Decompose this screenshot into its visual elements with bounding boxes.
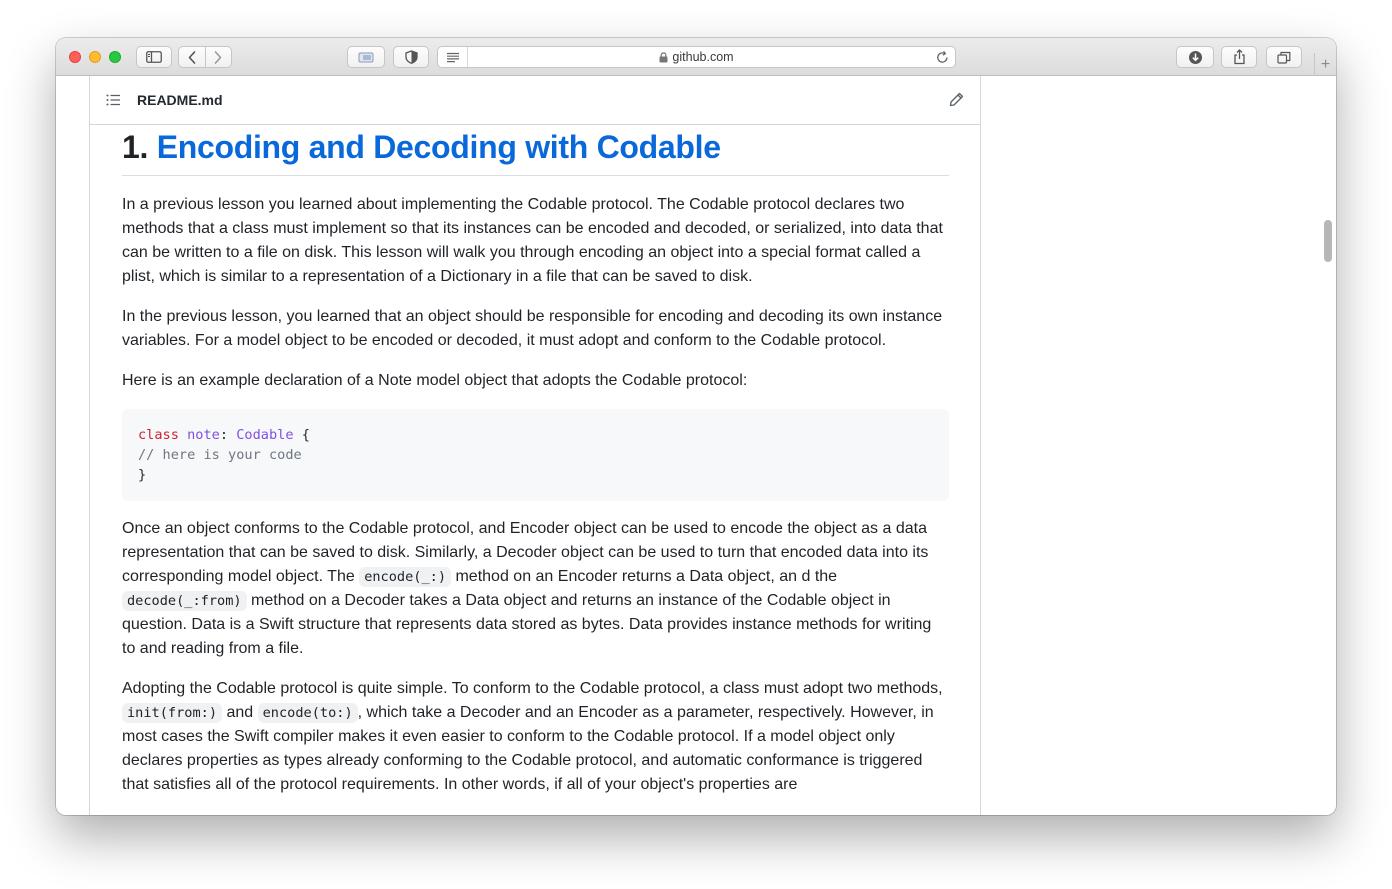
reader-button[interactable] [438, 47, 468, 67]
readme-header [90, 76, 980, 125]
tab-overview-button[interactable] [347, 46, 385, 68]
paragraph-example-intro: Here is an example declaration of a Note model object that adopts the Codable protocol: [122, 372, 748, 389]
url-text: github.com [672, 50, 734, 64]
code-colon: : [219, 427, 237, 443]
browser-toolbar [56, 38, 1336, 76]
shield-icon [405, 50, 418, 64]
plus-icon: + [1320, 55, 1331, 73]
download-icon [1188, 50, 1203, 65]
share-button[interactable] [1221, 46, 1257, 68]
readme-filename: README.md [137, 92, 223, 108]
paragraph-adopting [122, 677, 949, 797]
code-close-brace: } [138, 467, 147, 483]
text-run: Once an object conforms to the Codable protocol, and Encoder object can be used to encode the object as a data representation that can be saved to disk. Similarly, a Decoder object can be used to turn that encoded data into its corresponding model object. The [122, 520, 929, 585]
reader-icon [446, 52, 460, 63]
privacy-report-button[interactable] [393, 46, 429, 68]
chevron-right-icon [214, 51, 222, 64]
code-comment: // here is your code [138, 447, 302, 463]
back-button[interactable] [179, 47, 205, 67]
text-run: method on an Encoder returns a Data object, an d the [451, 568, 838, 585]
edit-file-button[interactable] [949, 92, 964, 112]
readme-body [122, 127, 949, 797]
sidebar-icon [146, 51, 162, 63]
tabs-icon [1277, 51, 1291, 64]
minimize-window-button[interactable] [89, 51, 101, 63]
inline-code-encode-to: encode(to:) [258, 703, 358, 723]
show-tabs-button[interactable] [1266, 46, 1302, 68]
reload-button[interactable] [936, 50, 949, 69]
code-protocol: Codable [236, 427, 294, 443]
paragraph-responsibility: In the previous lesson, you learned that an object should be responsible for encoding and decoding its own instance variables. For a model object to be encoded or decoded, it must adopt and conform to the Codable protocol. [122, 308, 943, 349]
navigation-buttons [178, 46, 232, 68]
paragraph-encoder [122, 517, 949, 661]
forward-button[interactable] [205, 47, 232, 67]
heading-number: 1. [122, 129, 149, 165]
lock-icon [659, 52, 668, 63]
address-text-wrap [438, 47, 955, 67]
text-run: , which take a Decoder and an Encoder as a parameter, respectively. However, in most cases the Swift compiler makes it even easier to conform to the Codable protocol. If a model object only declares properties as types already conforming to the Codable protocol, and automatic conformance is triggered that satisfies all of the protocol requirements. In other words, if all of your object's properties are [122, 704, 934, 793]
inline-code-init-from: init(from:) [122, 703, 222, 723]
page-viewport [56, 76, 1336, 815]
text-run: method on a Decoder takes a Data object and returns an instance of the Codable object in question. Data is a Swift structure that represents data stored as bytes. Data provides instance methods for writing to and reading from a file. [122, 592, 932, 657]
inline-code-decode: decode(_:from) [122, 591, 247, 611]
share-icon [1233, 49, 1246, 65]
close-window-button[interactable] [69, 51, 81, 63]
code-keyword: class [138, 427, 179, 443]
code-open-brace: { [293, 427, 310, 443]
paragraph-intro: In a previous lesson you learned about implementing the Codable protocol. The Codable protocol declares two methods that a class must implement so that its instances can be encoded and decoded, or serialized, into data that can be written to a file on disk. This lesson will walk you through encoding an object into a special format called a plist, which is similar to a representation of a Dictionary in a file that can be saved to disk. [122, 196, 943, 285]
code-block [122, 409, 949, 501]
address-bar[interactable] [437, 46, 956, 68]
outline-button[interactable] [106, 93, 121, 111]
browser-window [56, 38, 1336, 815]
readme-heading [122, 127, 949, 176]
downloads-button[interactable] [1176, 46, 1214, 68]
chevron-left-icon [188, 51, 196, 64]
inline-code-encode: encode(_:) [359, 567, 451, 587]
heading-anchor-link[interactable]: Encoding and Decoding with Codable [156, 129, 721, 165]
sidebar-button[interactable] [136, 46, 172, 68]
text-run: and [222, 704, 258, 721]
code-type-name: note [187, 427, 220, 443]
new-tab-button[interactable] [1314, 53, 1336, 76]
tab-overview-icon [358, 51, 374, 63]
pencil-icon [949, 92, 964, 107]
reload-icon [936, 50, 949, 64]
list-icon [106, 94, 121, 106]
zoom-window-button[interactable] [109, 51, 121, 63]
scrollbar-thumb[interactable] [1324, 220, 1332, 262]
text-run: Adopting the Codable protocol is quite simple. To conform to the Codable protocol, a class must adopt two methods, [122, 680, 943, 697]
readme-container [89, 76, 981, 815]
